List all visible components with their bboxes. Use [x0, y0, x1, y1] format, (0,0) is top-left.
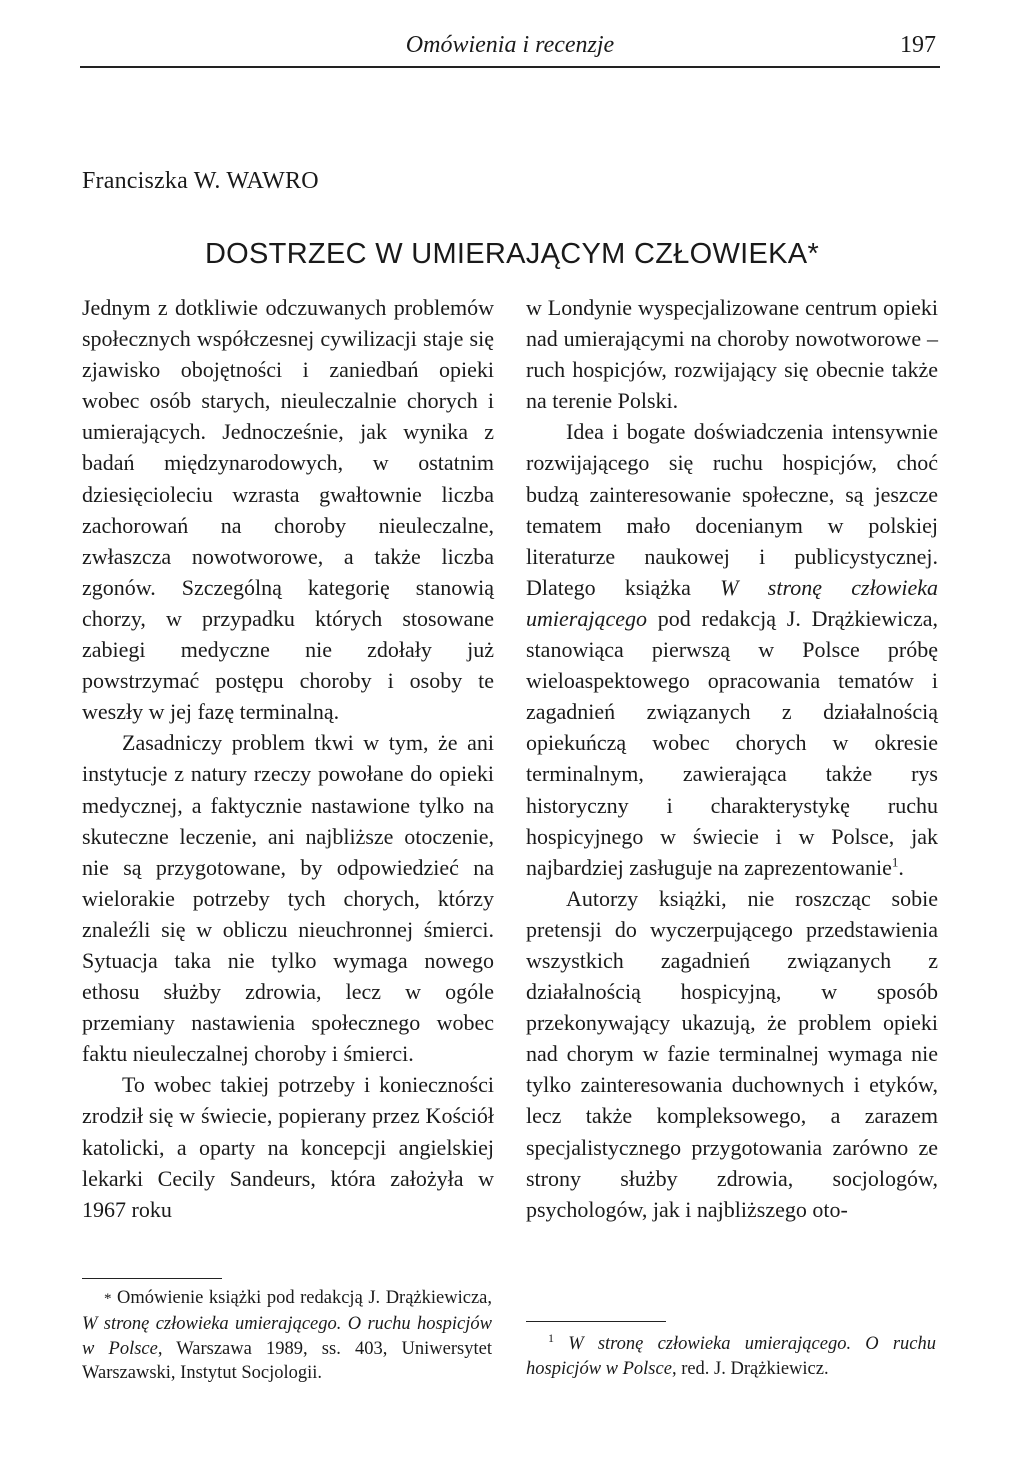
footnote-reference[interactable]: 1: [891, 854, 899, 870]
footnote-book-title: W stronę człowieka umierającego. O ruchu hospicjów w Polsce: [526, 1334, 937, 1379]
footnote-rule: [526, 1321, 666, 1322]
paragraph: w Londynie wyspecjalizowane centrum opieki nad umierającymi na choroby nowotworowe – ruch hospicjów, rozwijający się obecnie także na terenie Polski.: [526, 295, 938, 414]
paragraph: Autorzy książki, nie roszcząc sobie pretensji do wyczerpującego przedstawienia wszystkich zagadnień związanych z działalnością hospicyjną, w sposób przekonywający ukazują, że problem opieki nad chorym w fazie terminalnej wymaga nie tylko zainteresowania duchownych i etyków, lecz także kompleksowego, a zarazem specjalistycznego przygotowania zarówno ze strony służby zdrowia, socjologów, psychologów, jak i najbliższego oto-: [526, 885, 938, 1222]
footnote-text: , red. J. Drążkiewicz.: [671, 1358, 829, 1379]
footnote-text: Omówienie książki pod redakcją J. Drążkiewicza,: [117, 1288, 492, 1308]
paragraph: [526, 416, 938, 882]
body-column-left: [82, 292, 494, 1225]
page-number: 197: [900, 32, 936, 58]
footnote-text: , Warszawa 1989, ss. 403, Uniwersytet Warszawski, Instytut Socjologii.: [82, 1338, 492, 1384]
book-title: W stronę człowieka umierającego: [526, 574, 938, 631]
article-title: DOSTRZEC W UMIERAJĄCYM CZŁOWIEKA*: [204, 238, 820, 270]
paragraph-text: Idea i bogate doświadczenia intensywnie rozwijającego się ruchu hospicjów, choć budzą zainteresowanie społeczne, są jeszcze tematem mało docenianym w polskiej literaturze naukowej i publicystycznej. Dlatego książka: [526, 419, 938, 600]
paragraph: Zasadniczy problem tkwi w tym, że ani instytucje z natury rzeczy powołane do opieki medycznej, a faktycznie nastawione tylko na skuteczne leczenie, ani najbliższe otoczenie, nie są przygotowane, by odpowiedzieć na wielorakie potrzeby tych chorych, którzy znaleźli się w obliczu nieuchronnej śmierci. Sytuacja taka nie tylko wymaga nowego ethosu służby zdrowia, lecz w ogóle przemiany nastawienia społecznego wobec faktu nieuleczalnej choroby i śmierci.: [82, 730, 494, 1067]
paragraph-text: pod redakcją J. Drążkiewicza, stanowiąca pierwszą w Polsce próbę wieloaspektowego opracowania tematów i zagadnień związanych z działalnością opiekuńczą wobec chorych w okresie terminalnym, zawierająca także rys historyczny i charakterystykę ruchu hospicyjnego w świecie i w Polsce, jak najbardziej zasługuje na zaprezentowanie: [526, 605, 938, 880]
footnote-marker: 1: [548, 1330, 554, 1345]
paragraph-end: .: [898, 854, 904, 880]
running-title: Omówienia i recenzje: [405, 32, 615, 58]
paragraph: Jednym z dotkliwie odczuwanych problemów społecznych współczesnej cywilizacji staje się zjawisko obojętności i zaniedbań opieki wobec osób starych, nieuleczalnie chorych i umierających. Jednocześnie, jak wynika z badań międzynarodowych, w ostatnim dziesięcioleciu wzrasta gwałtownie liczba zachorowań na choroby nieuleczalne, zwłaszcza nowotworowe, a także liczba zgonów. Szczególną kategorię stanowią chorzy, w przypadku których stosowane zabiegi medyczne nie zdołały już powstrzymać postępu choroby i osoby te weszły w jej fazę terminalną.: [82, 295, 494, 725]
footnote-one: [526, 1332, 936, 1382]
footnote-star: [82, 1286, 492, 1386]
running-header: [80, 30, 940, 68]
footnote-rule: [82, 1278, 222, 1279]
article-author: Franciszka W. WAWRO: [82, 168, 319, 194]
footnote-book-title: W stronę człowieka umierającego. O ruchu hospicjów w Polsce: [82, 1313, 492, 1359]
body-column-right: [526, 292, 938, 1225]
paragraph: To wobec takiej potrzeby i konieczności zrodził się w świecie, popierany przez Kościół katolicki, a oparty na koncepcji angielskiej lekarki Cecily Sandeurs, która założyła w 1967 roku: [82, 1072, 494, 1222]
footnote-marker: *: [104, 1291, 112, 1307]
